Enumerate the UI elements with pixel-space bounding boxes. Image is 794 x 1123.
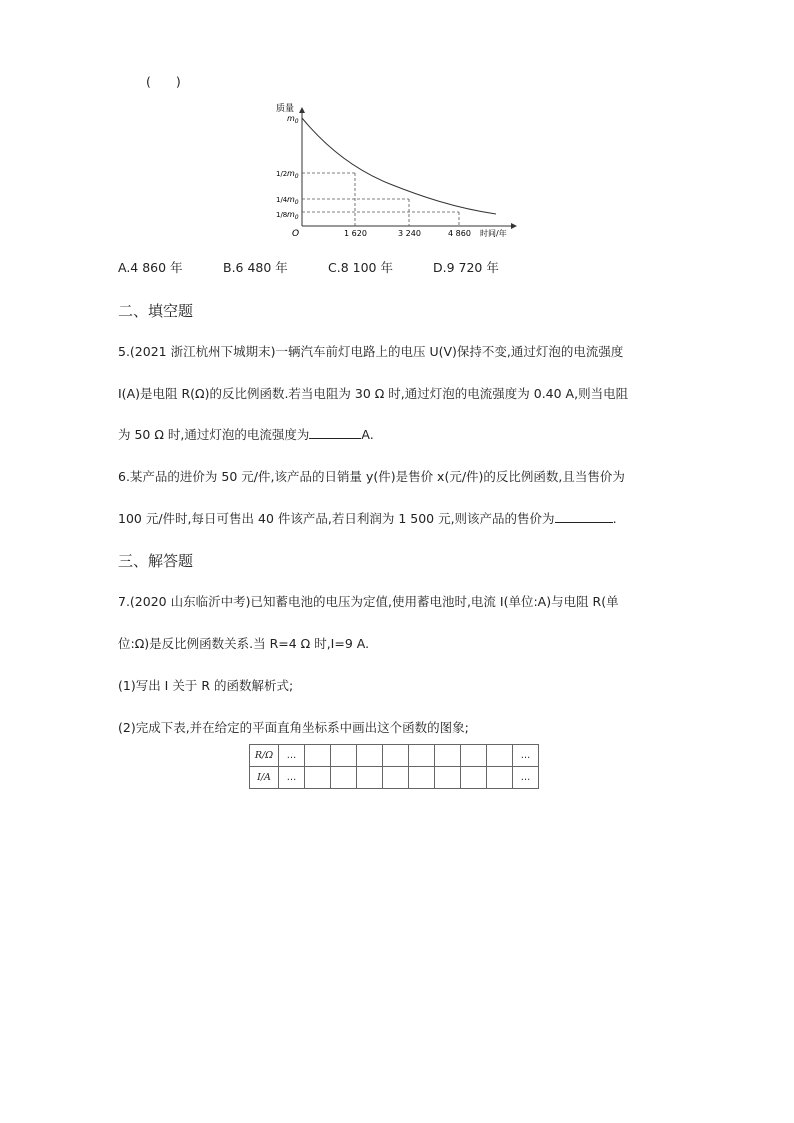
q7-line1: 7.(2020 山东临沂中考)已知蓄电池的电压为定值,使用蓄电池时,电流 I(单位:A)与电阻 R(单 <box>118 594 619 609</box>
x-tick-label: 4 860 <box>448 229 471 238</box>
m0-label: $m_0$ <box>287 114 299 125</box>
eighth-label: 1/8 <box>276 211 288 219</box>
q7-sub2: (2)完成下表,并在给定的平面直角坐标系中画出这个函数的图象; <box>118 720 469 735</box>
x-tick-label: 3 240 <box>398 229 421 238</box>
row-header-r: R/Ω <box>250 745 279 767</box>
value-table <box>249 744 539 789</box>
section-title-solve: 三、解答题 <box>118 552 194 570</box>
x-axis-label: 时间/年 <box>480 229 507 238</box>
q5-line1: 5.(2021 浙江杭州下城期末)一辆汽车前灯电路上的电压 U(V)保持不变,通过灯泡的电流强度 <box>118 344 624 359</box>
row-header-i: I/A <box>250 767 279 789</box>
quarter-label: 1/4 <box>276 196 288 204</box>
option-a: A.4 860 年 <box>118 260 183 275</box>
q7-line2: 位:Ω)是反比例函数关系.当 R=4 Ω 时,I=9 A. <box>118 636 370 651</box>
svg-text:m0: $m_0$ <box>287 195 299 206</box>
q7-sub1: (1)写出 I 关于 R 的函数解析式; <box>118 678 294 693</box>
option-d: D.9 720 年 <box>433 260 499 275</box>
section-title-fill-in: 二、填空题 <box>118 302 194 320</box>
half-label: 1/2 <box>276 170 288 178</box>
dashed-guides <box>302 173 459 226</box>
option-c: C.8 100 年 <box>328 260 393 275</box>
q6-line2: 100 元/件时,每日可售出 40 件该产品,若日利润为 1 500 元,则该产品的售价为 . <box>118 511 617 526</box>
table-row: R/Ω … … <box>250 745 539 767</box>
q5-line2: I(A)是电阻 R(Ω)的反比例函数.若当电阻为 30 Ω 时,通过灯泡的电流强度为 0.40 A,则当电阻 <box>118 386 629 401</box>
svg-text:m0: $m_0$ <box>287 169 299 180</box>
answer-blank[interactable] <box>309 426 361 439</box>
x-tick-label: 1 620 <box>344 229 367 238</box>
decay-curve <box>302 118 496 214</box>
option-b: B.6 480 年 <box>223 260 288 275</box>
origin-label: O <box>292 229 300 239</box>
q5-line3: 为 50 Ω 时,通过灯泡的电流强度为 A. <box>118 427 374 442</box>
answer-parentheses: ( ) <box>146 74 181 89</box>
table-row: I/A … … <box>250 767 539 789</box>
answer-blank[interactable] <box>555 510 613 523</box>
y-axis-label: 质量 <box>276 104 295 114</box>
q6-line1: 6.某产品的进价为 50 元/件,该产品的日销量 y(件)是售价 x(元/件)的反比例函数,且当售价为 <box>118 469 625 484</box>
svg-text:m0: $m_0$ <box>287 210 299 221</box>
decay-graph <box>270 100 530 245</box>
